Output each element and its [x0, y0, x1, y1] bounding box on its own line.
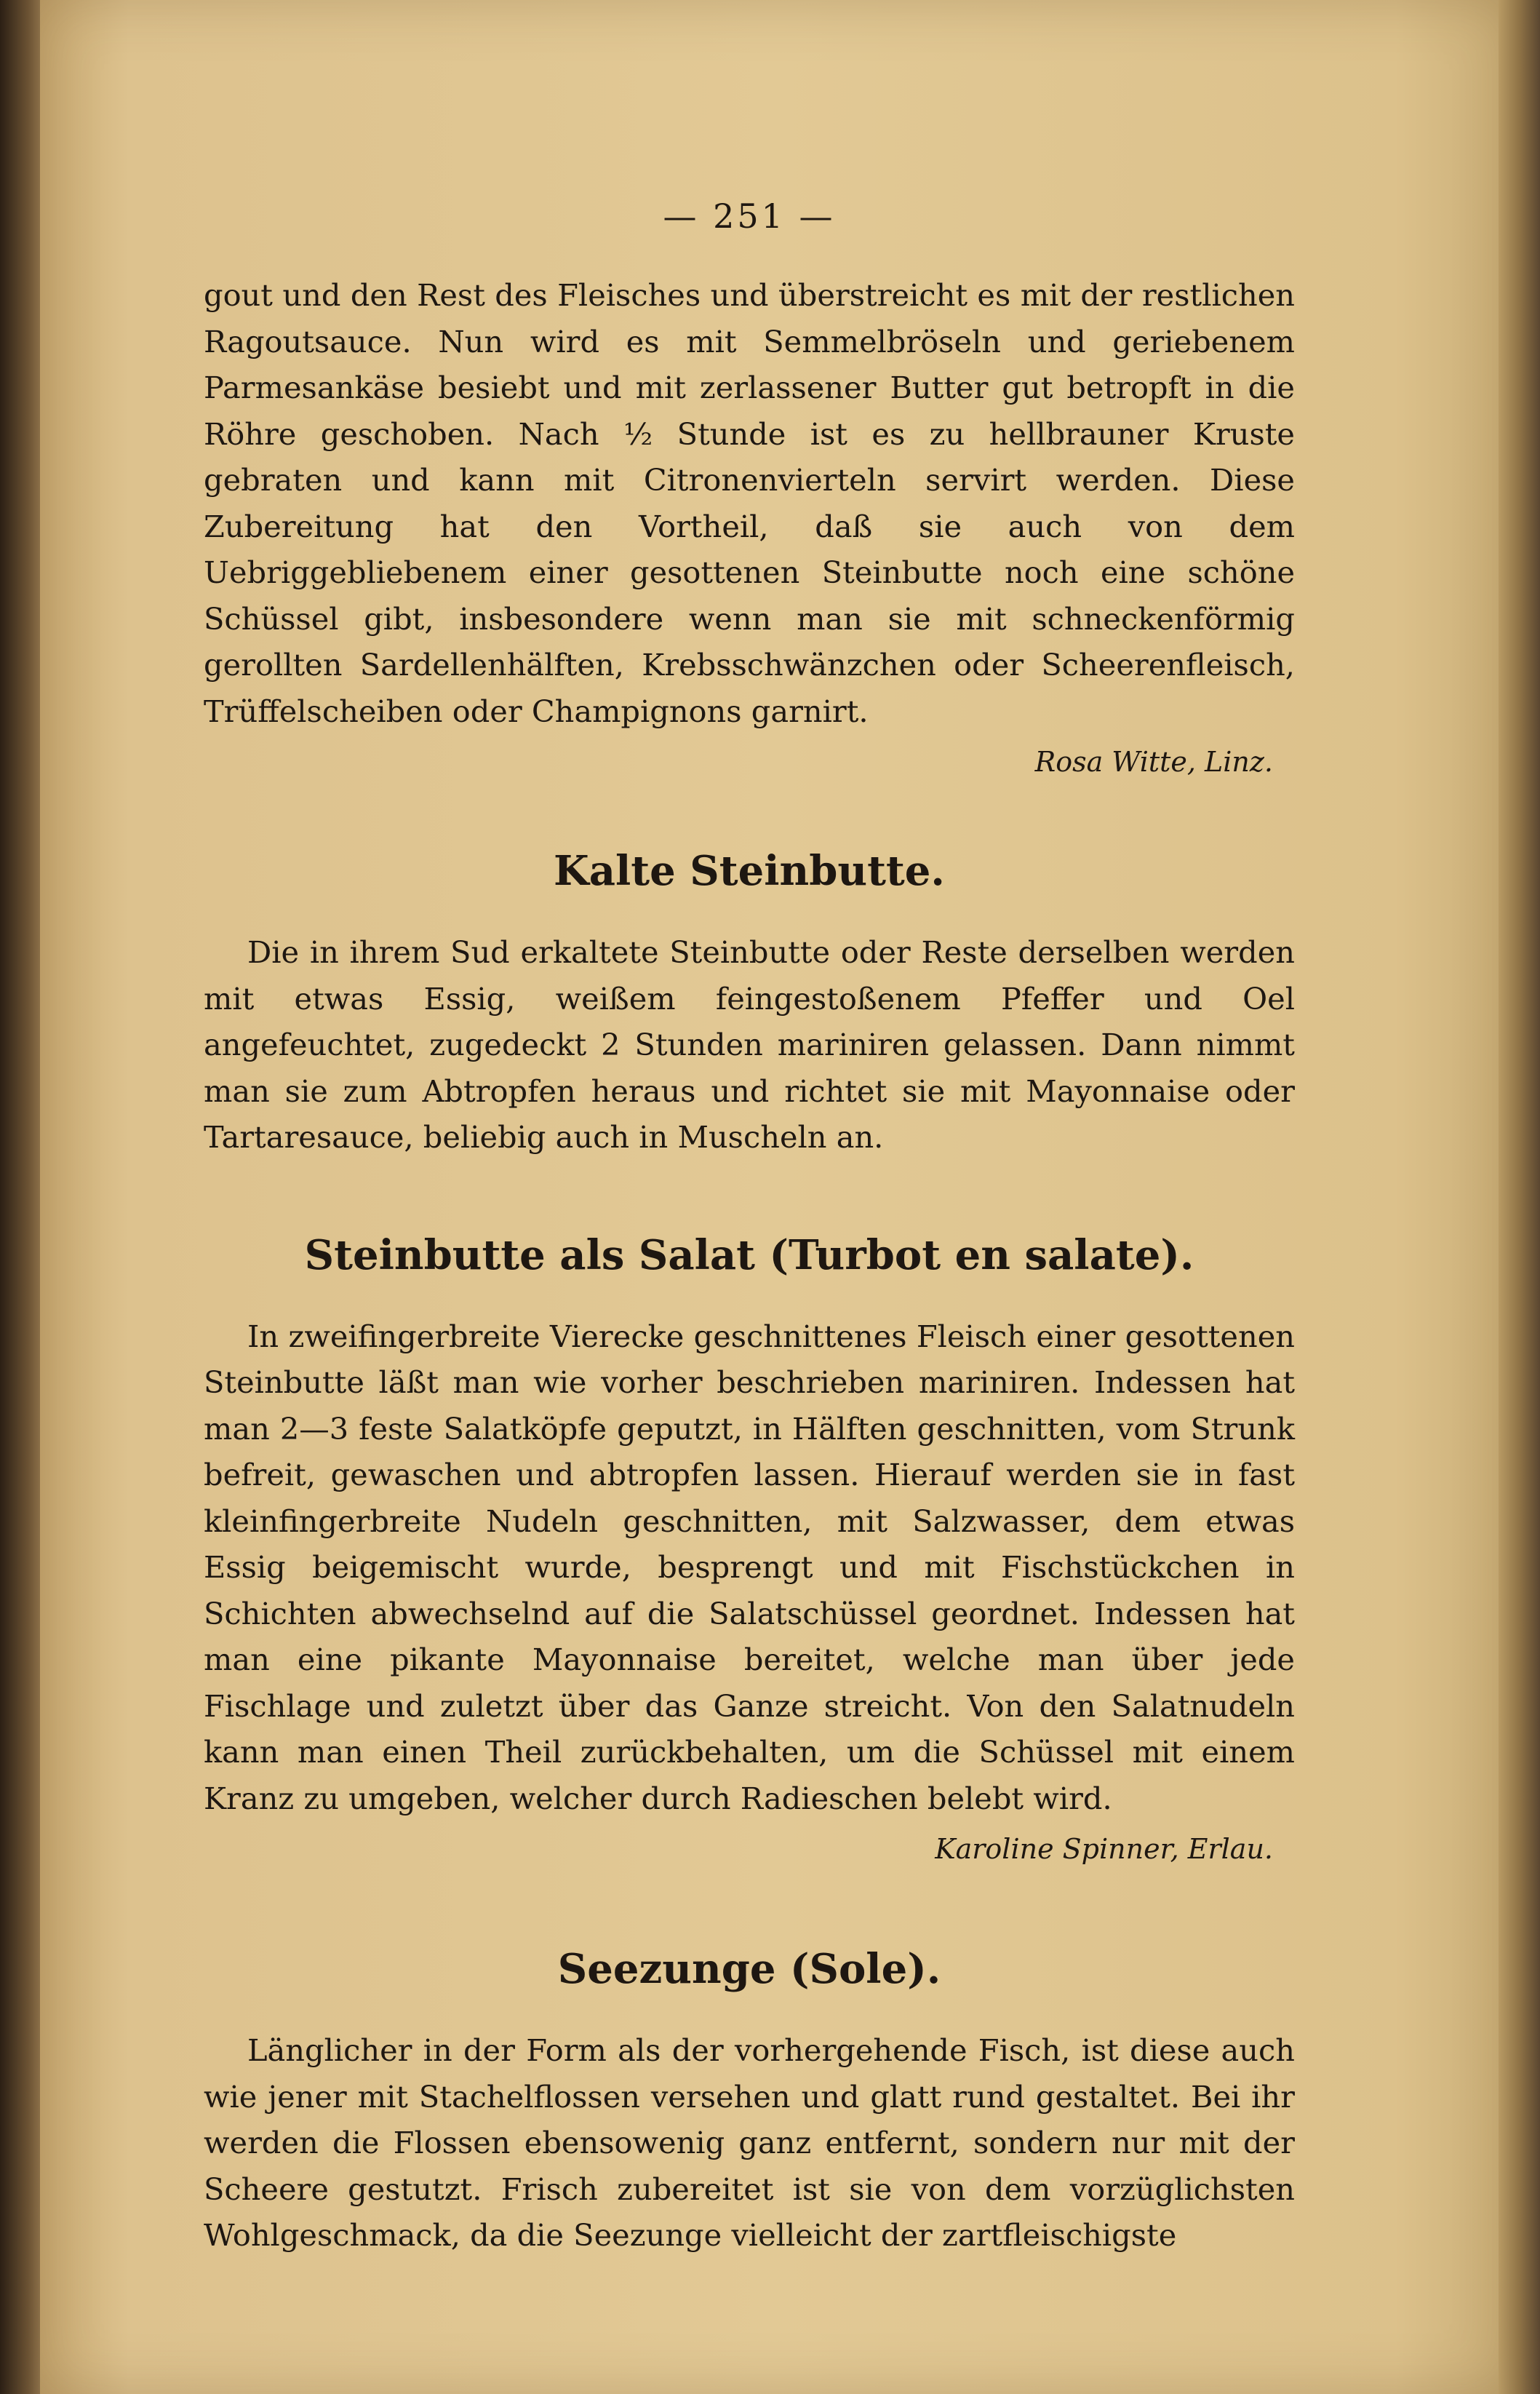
page-content [204, 196, 1295, 2259]
recipe-text-steinbutte-salat: In zweifingerbreite Vierecke geschnittenes Fleisch einer gesottenen Steinbutte läßt man wie vorher beschrieben mariniren. Indessen hat man 2—3 feste Salatköpfe geputzt, in Hälften geschnitten, vom Strunk befreit, gewaschen und abtropfen lassen. Hierauf werden sie in fast kleinfingerbreite Nudeln geschnitten, mit Salzwasser, dem etwas Essig beigemischt wurde, besprengt und mit Fischstückchen in Schichten abwechselnd auf die Salatschüssel geordnet. Indessen hat man eine pikante Mayonnaise bereitet, welche man über jede Fischlage und zuletzt über das Ganze streicht. Von den Salatnudeln kann man einen Theil zurückbehalten, um die Schüssel mit einem Kranz zu umgeben, welcher durch Radieschen belebt wird. [204, 1318, 1295, 1816]
recipe-text-seezunge: Länglicher in der Form als der vorhergehende Fisch, ist diese auch wie jener mit Stachelflossen versehen und glatt rund gestaltet. Bei ihr werden die Flossen ebensowenig ganz entfernt, sondern nur mit der Scheere gestutzt. Frisch zubereitet ist sie von dem vorzüglichsten Wohlgeschmack, da die Seezunge vielleicht der zartfleischigste [204, 2032, 1295, 2253]
recipe-text-kalte-steinbutte: Die in ihrem Sud erkaltete Steinbutte oder Reste derselben werden mit etwas Essig, weißem feingestoßenem Pfeffer und Oel angefeuchtet, zugedeckt 2 Stunden mariniren gelassen. Dann nimmt man sie zum Abtropfen heraus und richtet sie mit Mayonnaise oder Tartaresauce, beliebig auch in Muscheln an. [204, 934, 1295, 1155]
recipe-heading-kalte-steinbutte: Kalte Steinbutte. [554, 847, 945, 895]
recipe-heading-seezunge: Seezunge (Sole). [557, 1945, 941, 1993]
recipe-continuation-text: gout und den Rest des Fleisches und überstreicht es mit der restlichen Ragoutsauce. Nun wird es mit Semmelbröseln und geriebenem Parmesankäse besiebt und mit zerlassener Butter gut betropft in die Röhre geschoben. Nach ½ Stunde ist es zu hellbrauner Kruste gebraten und kann mit Citronenvierteln servirt werden. Diese Zubereitung hat den Vortheil, daß sie auch von dem Uebriggebliebenem einer gesottenen Steinbutte noch eine schöne Schüssel gibt, insbesondere wenn man sie mit schneckenförmig gerollten Sardellenhälften, Krebsschwänzchen oder Scheerenfleisch, Trüffelscheiben oder Champignons garnirt. [204, 277, 1295, 729]
recipe-author: Karoline Spinner, Erlau. [935, 1833, 1273, 1865]
recipe-author: Rosa Witte, Linz. [1034, 746, 1273, 778]
recipe-heading-steinbutte-salat: Steinbutte als Salat (Turbot en salate). [304, 1230, 1194, 1279]
page-edge [1499, 0, 1540, 2394]
page-number: — 251 — [663, 196, 836, 236]
